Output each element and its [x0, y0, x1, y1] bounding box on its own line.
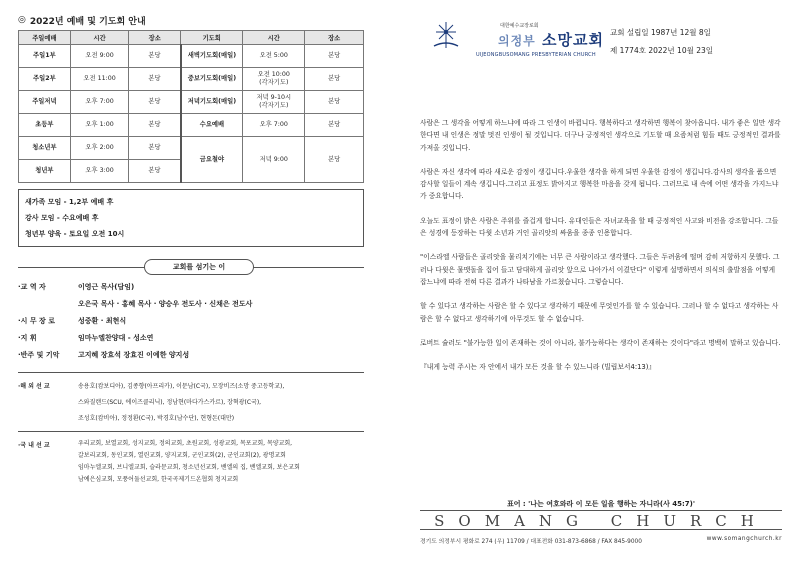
table-header-row: [19, 31, 364, 45]
staff-list: [18, 279, 364, 364]
header-sunday-worship: 주일예배: [19, 31, 71, 45]
worship-schedule-table: [18, 30, 364, 183]
staff-value: 임마누엘찬양대 - 성소연: [78, 334, 154, 342]
bulletin-info: [610, 12, 782, 67]
mission-value: 스와질랜드(SCU, 에이즈클리닉), 정남현(마다가스카르), 장혁광(C국),: [78, 399, 262, 406]
paragraph: 로버트 슐러도 "불가능한 일이 존재하는 것이 아니라, 불가능하다는 생각이 존재하는 것이다"라고 명백히 말하고 있습니다.: [420, 338, 781, 347]
mission-label: ·국 내 선 교: [18, 442, 50, 449]
bulletin-header: [420, 12, 782, 67]
header-time: 시간: [243, 31, 305, 45]
service-name: 주일1부: [19, 45, 71, 68]
prayer-place: 본당: [305, 45, 364, 68]
domestic-mission: [18, 431, 364, 486]
right-column: [420, 12, 782, 385]
prayer-time: 저녁 9-10시 (각자기도): [243, 91, 305, 114]
prayer-time: 오후 7:00: [243, 114, 305, 137]
double-circle-icon: ◎: [18, 15, 26, 25]
prayer-time: 저녁 9:00: [243, 137, 305, 183]
church-logo: [420, 12, 610, 67]
list-item: [18, 279, 364, 296]
prayer-time: 오전 10:00 (각자기도): [243, 68, 305, 91]
staff-label: ·반주 및 기악: [18, 351, 60, 359]
sermon-article: [420, 117, 782, 373]
list-item: [18, 411, 364, 427]
notice-box: [18, 189, 364, 247]
left-column: [18, 12, 364, 486]
staff-value: 오은국 목사 · 홍혜 목사 · 양승우 전도사 · 신채은 전도사: [78, 300, 253, 308]
list-item: [18, 313, 364, 330]
prayer-place: 본당: [305, 68, 364, 91]
staff-heading: [18, 259, 364, 275]
church-motto: 표어 : '나는 여호와라 이 모든 일을 행하는 자니라(사 45:7)': [506, 500, 696, 508]
contact-info: [420, 536, 782, 545]
service-name: 청소년부: [19, 137, 71, 160]
service-place: 본당: [129, 160, 181, 183]
list-item: [18, 330, 364, 347]
prayer-time: 오전 5:00: [243, 45, 305, 68]
staff-value: 고지혜 장효석 장효진 이예한 양지성: [78, 351, 190, 359]
founded-date: 교회 설립일 1987년 12월 8일: [610, 28, 711, 37]
header-place: 장소: [129, 31, 181, 45]
service-name: 초등부: [19, 114, 71, 137]
service-place: 본당: [129, 137, 181, 160]
service-name: 청년부: [19, 160, 71, 183]
staff-value: 성중환 · 최현식: [78, 317, 127, 325]
staff-label: ·지 휘: [18, 334, 37, 342]
notice-item: 새가족 모임 - 1,2부 예배 후: [25, 198, 114, 206]
service-place: 본당: [129, 45, 181, 68]
service-time: 오후 2:00: [70, 137, 129, 160]
prayer-name: 금요철야: [181, 137, 243, 183]
service-time: 오후 7:00: [70, 91, 129, 114]
church-english-title: SOMANG CHURCH: [420, 510, 782, 530]
staff-label: ·교 역 자: [18, 283, 46, 291]
church-english-name: UIJEONGBUSOMANG PRESBYTERIAN CHURCH: [476, 52, 596, 58]
issue-number: 제 1774호 2022년 10월 23일: [610, 46, 714, 55]
mission-value: 조성호(캄비아), 정정환(C국), 박경호(남수단), 현형돈(대만): [78, 415, 235, 422]
table-row: [19, 91, 364, 114]
dandelion-logo-icon: [432, 20, 460, 50]
list-item: [18, 379, 364, 395]
prayer-name: 저녁기도회(매일): [181, 91, 243, 114]
staff-label: ·시 무 장 로: [18, 317, 56, 325]
list-item: [18, 347, 364, 364]
address: 경기도 의정부시 평화로 274 (우) 11709 / 대표전화 031-873-6868 / FAX 845-9000: [420, 539, 642, 545]
service-time: 오전 9:00: [70, 45, 129, 68]
list-item: [18, 438, 364, 486]
paragraph: 오늘도 표정이 밝은 사람은 주위를 즐겁게 합니다. 유대인들은 자녀교육을 할 때 긍정적인 사고와 비전을 강조합니다. 그들은 성경에 등장하는 다윗 소년과 거인 골리앗의 싸움을 종종 인용합니다.: [420, 216, 779, 238]
paragraph: 사람은 그 생각을 어떻게 하느냐에 따라 그 인생이 바뀝니다. 행복하다고 생각하면 행복이 찾아옵니다. 내가 좋은 일만 생각한다면 내 인생은 정말 멋진 인생이 될 것입니다. 더구나 긍정적인 생각으로 기도할 때 요즘처럼 힘들 때도 긍정적인 결과를 가져올 것입니다.: [420, 119, 781, 152]
service-place: 본당: [129, 68, 181, 91]
header-prayer: 기도회: [181, 31, 243, 45]
staff-label: [18, 296, 78, 313]
service-place: 본당: [129, 114, 181, 137]
notice-item: 청년부 양육 - 토요일 오전 10시: [25, 230, 125, 238]
service-time: 오후 1:00: [70, 114, 129, 137]
list-item: [18, 296, 364, 313]
table-row: [19, 114, 364, 137]
bulletin-footer: [420, 498, 782, 545]
list-item: [18, 395, 364, 411]
paragraph: 『내게 능력 주시는 자 안에서 내가 모든 것을 할 수 있느니라 (빌립보서4:13)』: [420, 363, 656, 372]
prayer-name: 수요예배: [181, 114, 243, 137]
worship-title: 2022년 예배 및 기도회 안내: [29, 16, 146, 27]
prayer-place: 본당: [305, 114, 364, 137]
notice-item: 강사 모임 - 수요예배 후: [25, 214, 99, 222]
mission-value: 우리교회, 보열교회, 성지교회, 정의교회, 초원교회, 성광교회, 목포교회, 목양교회, 갈보리교회, 동인교회, 열린교회, 양지교회, 군인교회(2), 군인교회(2), 광명교회 임마누엘교회, 브니엘교회, 슬라문교회, 청소년선교회, 밴엘의 집, 밴엘교회, 보은교회 남예은심교회, 모풍어둘선교회, 한국곡제기드온협회 청지교회: [78, 440, 300, 483]
church-name: 의정부 소망교회: [498, 31, 604, 49]
service-name: 주일저녁: [19, 91, 71, 114]
staff-heading-label: 교회를 섬기는 이: [144, 259, 254, 275]
service-time: 오전 11:00: [70, 68, 129, 91]
table-row: [19, 68, 364, 91]
prayer-place: 본당: [305, 91, 364, 114]
header-time: 시간: [70, 31, 129, 45]
mission-label: ·해 외 선 교: [18, 383, 50, 390]
service-place: 본당: [129, 91, 181, 114]
mission-value: 송용호(캄보디아), 김종향(아프리카), 이문남(C국), 모장비즈(소망 중고등학교),: [78, 383, 285, 390]
website-link[interactable]: www.somangchurch.kr: [706, 536, 782, 542]
prayer-name: 새벽기도회(매일): [181, 45, 243, 68]
paragraph: 할 수 있다고 생각하는 사람은 할 수 있다고 생각하기 때문에 무엇인가를 할 수 있습니다. 그러나 할 수 없다고 생각하는 사람은 할 수 없다고 생각하기에 아무것도 할 수 없습니다.: [420, 302, 779, 323]
denomination-label: 대한예수교장로회: [500, 23, 539, 29]
staff-value: 이영근 목사(담임): [78, 283, 135, 291]
worship-section-title: [18, 12, 364, 28]
header-place: 장소: [305, 31, 364, 45]
service-time: 오후 3:00: [70, 160, 129, 183]
prayer-place: 본당: [305, 137, 364, 183]
prayer-name: 중보기도회(매일): [181, 68, 243, 91]
table-row: [19, 137, 364, 160]
overseas-mission: [18, 372, 364, 427]
paragraph: "이스라엘 사람들은 골리앗을 물리치기에는 너무 큰 사람이라고 생각했다. 그들은 두려움에 떨며 감히 저항하지 못했다. 그러나 다윗은 물맷돌을 집어 들고 담대하게 골리앗 앞으로 나아가서 이겼단다" 이렇게 설명하면서 의식의 출발점을 어떻게 잡느냐에 따라 전혀 다른 결과가 나타남을 가르쳤습니다. 그렇습니다.: [420, 253, 780, 286]
paragraph: 사람은 자신 생각에 따라 새로운 감정이 생깁니다.우울한 생각을 하게 되면 우울한 감정이 생깁니다.감사의 생각을 품으면 감사할 일들이 계속 생깁니다.그리고 표정도 밝아지고 행복한 마음을 갖게 됩니다. 그러므로 내 속에 어떤 생각을 가지느냐가 중요합니다.: [420, 167, 779, 201]
service-name: 주일2부: [19, 68, 71, 91]
table-row: [19, 45, 364, 68]
